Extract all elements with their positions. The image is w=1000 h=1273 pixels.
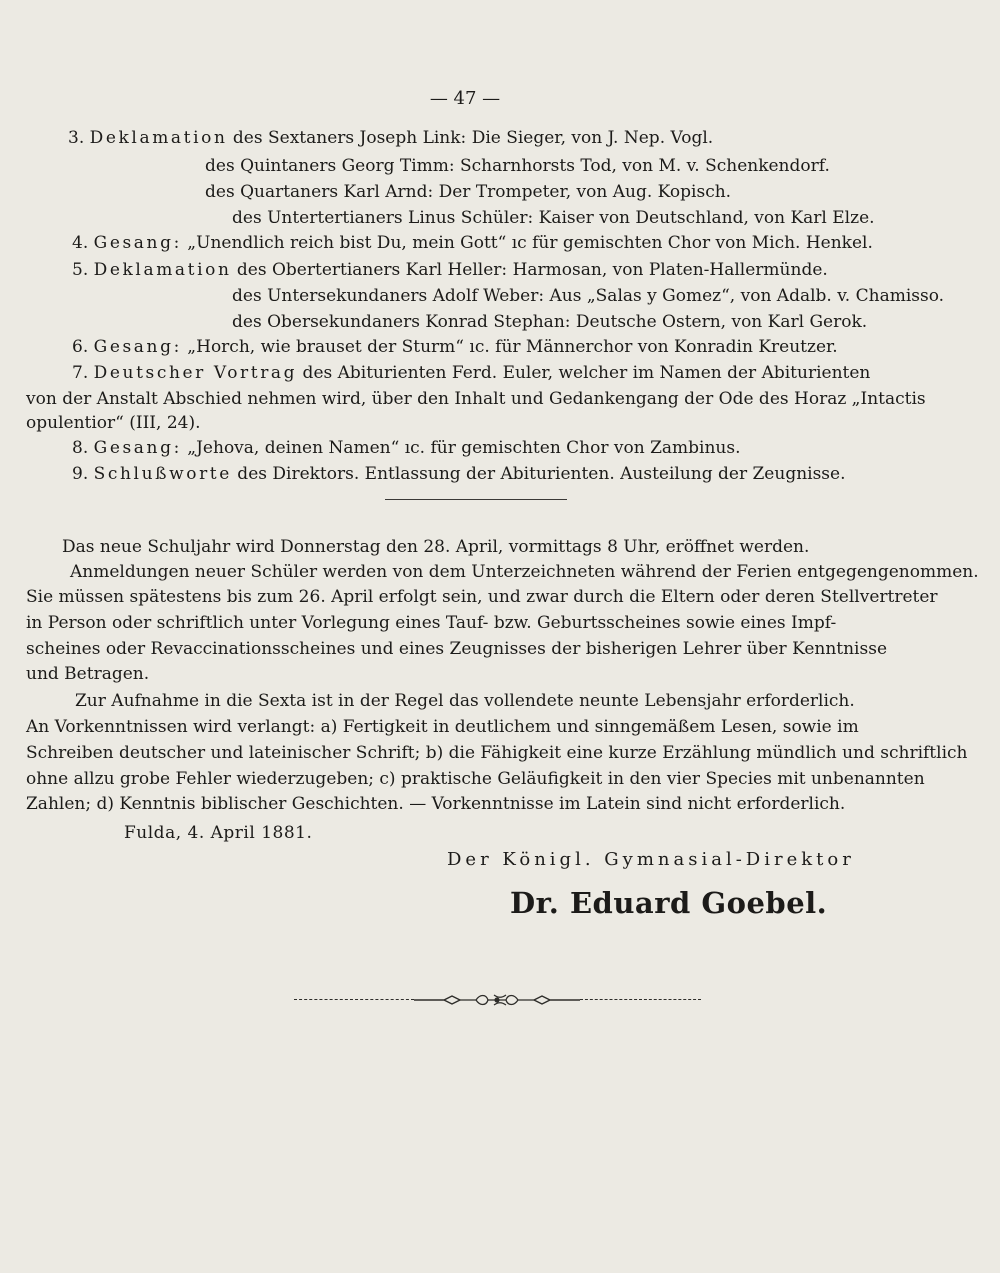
paragraph-admission-line-1: Zur Aufnahme in die Sexta ist in der Regel das vollendete neunte Lebensjahr erforderlich. xyxy=(75,691,855,711)
decorative-ornament xyxy=(294,992,701,1008)
signature-name: Dr. Eduard Goebel. xyxy=(510,886,828,920)
paragraph-registration-line-4: scheines oder Revaccinationsscheines und eines Zeugnisses der bisherigen Lehrer über Kenntnisse xyxy=(26,639,887,659)
program-item-8 xyxy=(72,437,741,459)
paragraph-admission-line-3: Schreiben deutscher und lateinischer Schrift; b) die Fähigkeit eine kurze Erzählung mündlich und schriftlich xyxy=(26,743,968,763)
program-item-5-line-3: des Obersekundaners Konrad Stephan: Deutsche Ostern, von Karl Gerok. xyxy=(232,312,868,332)
program-item-7-line-3: opulentior“ (III, 24). xyxy=(26,413,201,433)
ornament-left-rule xyxy=(294,999,414,1000)
program-item-3-line-4: des Untertertianers Linus Schüler: Kaiser von Deutschland, von Karl Elze. xyxy=(232,208,875,228)
item-number: 9. xyxy=(72,464,89,484)
paragraph-admission-line-5: Zahlen; d) Kenntnis biblischer Geschichten. — Vorkenntnisse im Latein sind nicht erforderlich. xyxy=(26,794,846,814)
program-item-3-line-2: des Quintaners Georg Timm: Scharnhorsts Tod, von M. v. Schenkendorf. xyxy=(205,156,830,176)
paragraph-registration-line-5: und Betragen. xyxy=(26,664,150,684)
program-item-6 xyxy=(72,336,838,358)
item-text: „Jehova, deinen Namen“ ıc. für gemischten Chor von Zambinus. xyxy=(181,438,741,458)
item-heading: Deklamation xyxy=(93,260,232,280)
item-text: „Horch, wie brauset der Sturm“ ıc. für Männerchor von Konradin Kreutzer. xyxy=(181,337,838,357)
item-text: „Unendlich reich bist Du, mein Gott“ ıc für gemischten Chor von Mich. Henkel. xyxy=(181,233,873,253)
program-item-3-line-3: des Quartaners Karl Arnd: Der Trompeter, von Aug. Kopisch. xyxy=(205,182,732,202)
paragraph-registration-line-2: Sie müssen spätestens bis zum 26. April erfolgt sein, und zwar durch die Eltern oder deren Stellvertreter xyxy=(26,587,938,607)
page-number: — 47 — xyxy=(429,88,501,109)
program-item-7-line-2: von der Anstalt Abschied nehmen wird, über den Inhalt und Gedankengang der Ode des Horaz „Intactis xyxy=(26,389,926,409)
item-number: 3. xyxy=(68,128,85,148)
item-heading: Gesang: xyxy=(93,438,182,458)
item-text: des Direktors. Entlassung der Abiturienten. Austeilung der Zeugnisse. xyxy=(231,464,846,484)
program-item-9 xyxy=(72,463,846,485)
item-heading: Schlußworte xyxy=(93,464,232,484)
program-item-4 xyxy=(72,232,873,254)
program-item-5-line-2: des Untersekundaners Adolf Weber: Aus „Salas y Gomez“, von Adalb. v. Chamisso. xyxy=(232,286,945,306)
item-number: 8. xyxy=(72,438,89,458)
paragraph-registration-line-1: Anmeldungen neuer Schüler werden von dem Unterzeichneten während der Ferien entgegengenommen. xyxy=(70,562,979,582)
ornament-flourish-icon xyxy=(414,992,580,1008)
section-divider xyxy=(385,499,567,500)
program-item-3 xyxy=(68,127,713,149)
paragraph-admission-line-4: ohne allzu grobe Fehler wiederzugeben; c) praktische Geläufigkeit in den vier Species mit unbenannten xyxy=(26,769,925,789)
item-text: des Abiturienten Ferd. Euler, welcher im Namen der Abiturienten xyxy=(297,363,871,383)
signature-title: Der Königl. Gymnasial-Direktor xyxy=(447,849,855,870)
item-number: 6. xyxy=(72,337,89,357)
ornament-right-rule xyxy=(580,999,701,1000)
paragraph-admission-line-2: An Vorkenntnissen wird verlangt: a) Fertigkeit in deutlichem und sinngemäßem Lesen, sowie im xyxy=(26,717,859,737)
paragraph-school-year: Das neue Schuljahr wird Donnerstag den 28. April, vormittags 8 Uhr, eröffnet werden. xyxy=(62,537,810,557)
item-heading: Deutscher Vortrag xyxy=(93,363,298,383)
program-item-5 xyxy=(72,259,828,281)
item-heading: Gesang: xyxy=(93,233,182,253)
item-text: des Sextaners Joseph Link: Die Sieger, von J. Nep. Vogl. xyxy=(227,128,714,148)
item-number: 4. xyxy=(72,233,89,253)
item-heading: Deklamation xyxy=(89,128,228,148)
place-date: Fulda, 4. April 1881. xyxy=(124,823,313,843)
item-heading: Gesang: xyxy=(93,337,182,357)
program-item-7 xyxy=(72,362,870,384)
item-number: 7. xyxy=(72,363,89,383)
paragraph-registration-line-3: in Person oder schriftlich unter Vorlegung eines Tauf- bzw. Geburtsscheines sowie eines Impf- xyxy=(26,613,837,633)
item-text: des Obertertianers Karl Heller: Harmosan, von Platen-Hallermünde. xyxy=(231,260,828,280)
item-number: 5. xyxy=(72,260,89,280)
